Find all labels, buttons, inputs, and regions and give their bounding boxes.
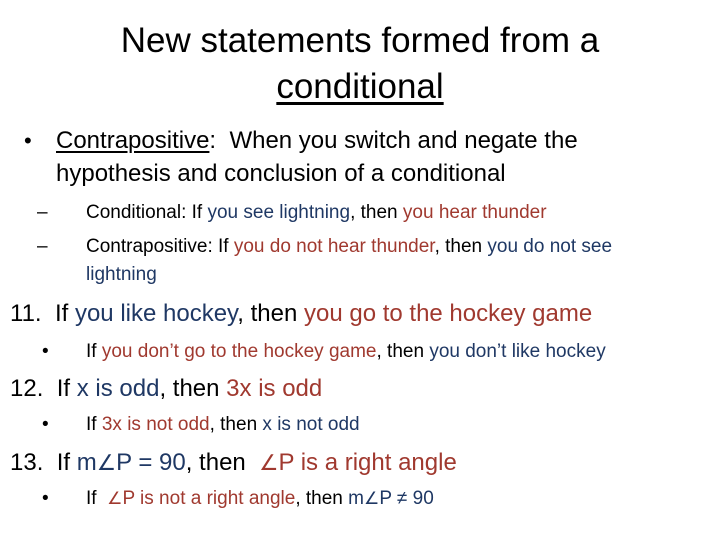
example-contrapositive: Contrapositive: If you do not hear thunder, then you do not see: [86, 236, 613, 257]
bullet: •: [24, 128, 32, 153]
example-conditional: Conditional: If you see lightning, then you hear thunder: [86, 202, 547, 223]
contrapositive-definition: Contrapositive: When you switch and negate the hypothesis and conclusion of a conditional: [56, 124, 696, 190]
example-contrapositive-line-2: lightning: [86, 264, 157, 285]
dash: –: [37, 236, 48, 257]
bullet: •: [42, 341, 49, 362]
title-line-1: New statements formed from a: [120, 21, 600, 60]
definition-text: When you switch and negate the: [229, 127, 578, 154]
slide-title: [60, 18, 660, 110]
dash: –: [37, 202, 48, 223]
answer-12: If 3x is not odd, then x is not odd: [86, 414, 360, 435]
bullet: •: [42, 488, 49, 509]
angle-icon: ∠: [259, 451, 279, 476]
answer-13: If ∠P is not a right angle, then m∠P ≠ 90: [86, 488, 434, 509]
problem-13: 13. If m∠P = 90, then ∠P is a right angle: [10, 449, 457, 476]
answer-11: If you don’t go to the hockey game, then you don’t like hockey: [86, 341, 606, 362]
title-line-2: conditional: [276, 67, 444, 106]
problem-11: 11. If you like hockey, then you go to the hockey game: [10, 300, 593, 327]
problem-12: 12. If x is odd, then 3x is odd: [10, 375, 323, 402]
term-contrapositive: Contrapositive: [56, 127, 210, 154]
angle-icon: ∠: [363, 489, 380, 509]
definition-text-line-2: hypothesis and conclusion of a conditional: [56, 160, 506, 187]
angle-icon: ∠: [107, 489, 123, 509]
bullet: •: [42, 414, 49, 435]
angle-icon: ∠: [96, 451, 117, 476]
